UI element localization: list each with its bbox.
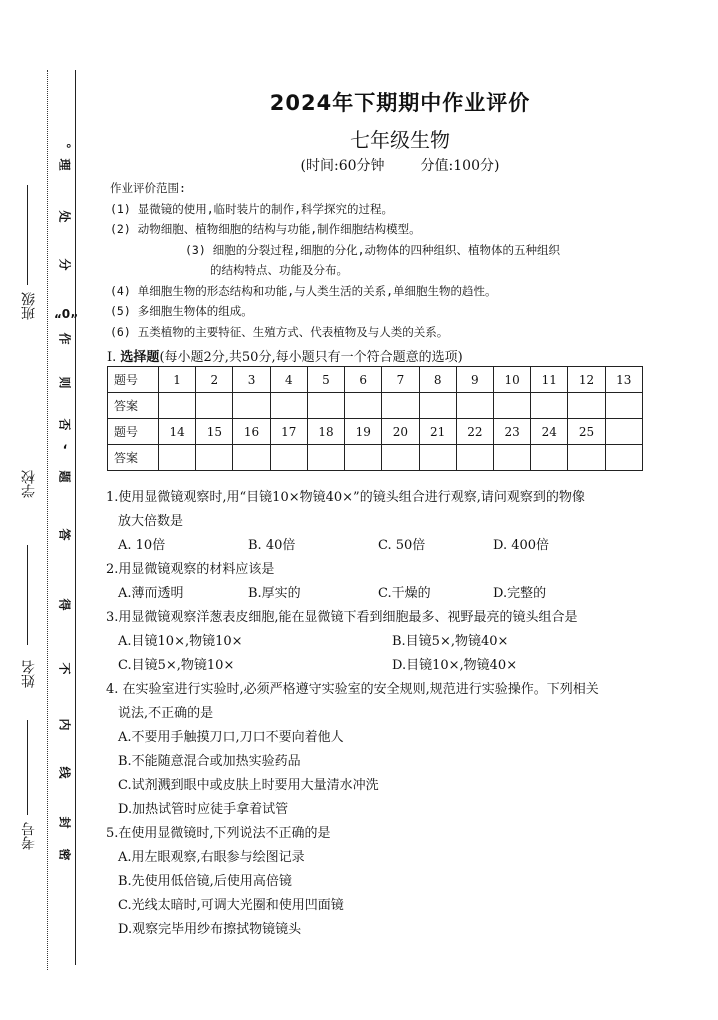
answer-cell[interactable] bbox=[419, 445, 456, 471]
answer-table bbox=[107, 366, 643, 471]
question-stem: 1.使用显微镜观察时,用“目镜10×物镜40×”的镜头组合进行观察,请问观察到的物像 bbox=[106, 490, 585, 505]
question-number-cell: 13 bbox=[605, 367, 642, 393]
question-number-header: 题号 bbox=[108, 419, 159, 445]
answer-cell[interactable] bbox=[456, 445, 493, 471]
class-label: 班级 bbox=[21, 292, 37, 320]
answer-cell[interactable] bbox=[345, 393, 382, 419]
answer-cell[interactable] bbox=[307, 445, 344, 471]
option-d[interactable]: D.目镜10×,物镜40× bbox=[392, 658, 518, 673]
option-b[interactable]: B.不能随意混合或加热实验药品 bbox=[118, 754, 301, 769]
section-name: 选择题 bbox=[120, 350, 160, 365]
class-blank[interactable] bbox=[27, 185, 28, 285]
answer-cell[interactable] bbox=[419, 393, 456, 419]
options-row bbox=[106, 582, 666, 606]
exam-number-label: 考号 bbox=[21, 822, 37, 850]
question-number-cell: 24 bbox=[531, 419, 568, 445]
seal-line bbox=[75, 70, 76, 965]
question-number-cell: 10 bbox=[493, 367, 530, 393]
seal-char: 否 bbox=[59, 417, 71, 431]
option-b[interactable]: B.目镜5×,物镜40× bbox=[392, 634, 509, 649]
score-label: 分值:100分) bbox=[420, 158, 500, 174]
seal-char: 题 bbox=[59, 469, 71, 483]
question-stem: 5.在使用显微镜时,下列说法不正确的是 bbox=[106, 826, 331, 841]
question-number-cell: 23 bbox=[493, 419, 530, 445]
question-number-cell bbox=[605, 419, 642, 445]
seal-char: 理 bbox=[59, 157, 71, 171]
question-number-cell: 4 bbox=[270, 367, 307, 393]
option-d[interactable]: D.加热试管时应徒手拿着试管 bbox=[118, 802, 289, 817]
section-heading bbox=[107, 346, 463, 365]
answer-cell[interactable] bbox=[270, 445, 307, 471]
option-c[interactable]: C.光线太暗时,可调大光圈和使用凹面镜 bbox=[118, 898, 344, 913]
question-stem: 2.用显微镜观察的材料应该是 bbox=[106, 562, 275, 577]
answer-cell[interactable] bbox=[382, 393, 419, 419]
answer-cell[interactable] bbox=[605, 445, 642, 471]
answer-cell[interactable] bbox=[493, 393, 530, 419]
seal-char: 答 bbox=[59, 527, 71, 541]
question-number-cell: 6 bbox=[345, 367, 382, 393]
option-a[interactable]: A.用左眼观察,右眼参与绘图记录 bbox=[118, 850, 305, 865]
answer-cell[interactable] bbox=[196, 445, 233, 471]
name-blank[interactable] bbox=[27, 720, 28, 815]
option-c[interactable]: C.试剂溅到眼中或皮肤上时要用大量清水冲洗 bbox=[118, 778, 379, 793]
question-number-cell: 11 bbox=[531, 367, 568, 393]
answer-cell[interactable] bbox=[270, 393, 307, 419]
option-b[interactable]: B. 40倍 bbox=[248, 538, 296, 553]
option-a[interactable]: A. 10倍 bbox=[118, 538, 166, 553]
answer-cell[interactable] bbox=[456, 393, 493, 419]
question-stem: 3.用显微镜观察洋葱表皮细胞,能在显微镜下看到细胞最多、视野最亮的镜头组合是 bbox=[106, 610, 578, 625]
question-number-cell: 2 bbox=[196, 367, 233, 393]
answer-cell[interactable] bbox=[345, 445, 382, 471]
option-d[interactable]: D. 400倍 bbox=[493, 538, 550, 553]
page-subtitle: 七年级生物 bbox=[350, 128, 450, 152]
section-number: I. bbox=[107, 350, 117, 365]
answer-cell[interactable] bbox=[493, 445, 530, 471]
question-number-cell: 19 bbox=[345, 419, 382, 445]
seal-char: 不 bbox=[59, 661, 71, 675]
seal-char: 得 bbox=[59, 597, 71, 611]
option-a[interactable]: A.不要用手触摸刀口,刀口不要向着他人 bbox=[118, 730, 344, 745]
option-d[interactable]: D.完整的 bbox=[493, 586, 547, 601]
question-number-cell: 9 bbox=[456, 367, 493, 393]
option-a[interactable]: A.目镜10×,物镜10× bbox=[118, 634, 243, 649]
answer-cell[interactable] bbox=[233, 445, 270, 471]
option-c[interactable]: C.目镜5×,物镜10× bbox=[118, 658, 235, 673]
question-stem-continued: 说法,不正确的是 bbox=[118, 706, 214, 721]
seal-char: 则 bbox=[59, 375, 71, 389]
options-row bbox=[106, 534, 666, 558]
school-label: 学校 bbox=[21, 470, 37, 498]
seal-char: 内 bbox=[59, 717, 71, 731]
question-3 bbox=[106, 606, 666, 678]
seal-char: 封 bbox=[59, 815, 71, 829]
seal-char: 作 bbox=[59, 331, 71, 345]
answer-cell[interactable] bbox=[382, 445, 419, 471]
question-number-cell: 5 bbox=[307, 367, 344, 393]
question-number-cell: 12 bbox=[568, 367, 605, 393]
seal-char: 密 bbox=[59, 847, 71, 861]
question-number-cell: 1 bbox=[159, 367, 196, 393]
seal-char: 分 bbox=[59, 257, 71, 271]
table-row bbox=[108, 419, 643, 445]
question-number-cell: 16 bbox=[233, 419, 270, 445]
table-row bbox=[108, 445, 643, 471]
scope-heading: 作业评价范围: bbox=[110, 181, 186, 195]
answer-cell[interactable] bbox=[233, 393, 270, 419]
question-number-cell: 3 bbox=[233, 367, 270, 393]
seal-char: 。 bbox=[59, 135, 71, 149]
scope-item: (5) 多细胞生物体的组成。 bbox=[110, 304, 253, 318]
options-row bbox=[106, 630, 666, 654]
question-stem-continued: 放大倍数是 bbox=[118, 514, 184, 529]
question-number-cell: 7 bbox=[382, 367, 419, 393]
answer-cell[interactable] bbox=[159, 393, 196, 419]
answer-cell[interactable] bbox=[159, 445, 196, 471]
question-4 bbox=[106, 678, 666, 822]
seal-char: 处 bbox=[59, 209, 71, 223]
option-c[interactable]: C.干燥的 bbox=[378, 586, 431, 601]
question-list bbox=[106, 486, 666, 942]
option-b[interactable]: B.先使用低倍镜,后使用高倍镜 bbox=[118, 874, 292, 889]
answer-header: 答案 bbox=[108, 393, 159, 419]
name-label: 姓名 bbox=[21, 660, 37, 688]
answer-cell[interactable] bbox=[531, 393, 568, 419]
seal-char: “0” bbox=[53, 306, 79, 321]
scope-item: (3) 细胞的分裂过程,细胞的分化,动物体的四种组织、植物体的五种组织 bbox=[185, 242, 561, 257]
time-score-info bbox=[100, 155, 700, 175]
scope-item-continued: 的结构特点、功能及分布。 bbox=[210, 263, 348, 277]
question-number-cell: 17 bbox=[270, 419, 307, 445]
dotted-cut-line bbox=[47, 70, 48, 970]
question-number-header: 题号 bbox=[108, 367, 159, 393]
option-b[interactable]: B.厚实的 bbox=[248, 586, 301, 601]
binding-margin bbox=[0, 0, 100, 1020]
answer-cell[interactable] bbox=[568, 445, 605, 471]
page-title: 2024年下期期中作业评价 bbox=[269, 91, 531, 115]
table-row bbox=[108, 367, 643, 393]
question-number-cell: 8 bbox=[419, 367, 456, 393]
answer-cell[interactable] bbox=[605, 393, 642, 419]
question-number-cell: 15 bbox=[196, 419, 233, 445]
school-blank[interactable] bbox=[27, 545, 28, 645]
answer-header: 答案 bbox=[108, 445, 159, 471]
scope-block bbox=[110, 178, 670, 342]
question-number-cell: 18 bbox=[307, 419, 344, 445]
question-5 bbox=[106, 822, 666, 942]
question-number-cell: 25 bbox=[568, 419, 605, 445]
seal-char: , bbox=[62, 443, 68, 458]
question-1 bbox=[106, 486, 666, 558]
answer-cell[interactable] bbox=[307, 393, 344, 419]
scope-item: (1) 显微镜的使用,临时装片的制作,科学探究的过程。 bbox=[110, 201, 394, 216]
option-c[interactable]: C. 50倍 bbox=[378, 538, 426, 553]
question-2 bbox=[106, 558, 666, 606]
time-label: (时间:60分钟 bbox=[300, 158, 385, 174]
question-number-cell: 21 bbox=[419, 419, 456, 445]
answer-cell[interactable] bbox=[568, 393, 605, 419]
question-number-cell: 22 bbox=[456, 419, 493, 445]
answer-cell[interactable] bbox=[196, 393, 233, 419]
section-desc: (每小题2分,共50分,每小题只有一个符合题意的选项) bbox=[159, 350, 463, 365]
scope-item: (4) 单细胞生物的形态结构和功能,与人类生活的关系,单细胞生物的趋性。 bbox=[110, 283, 497, 298]
options-row bbox=[106, 654, 666, 678]
answer-cell[interactable] bbox=[531, 445, 568, 471]
question-number-cell: 20 bbox=[382, 419, 419, 445]
option-a[interactable]: A.薄而透明 bbox=[118, 586, 184, 601]
option-d[interactable]: D.观察完毕用纱布擦拭物镜镜头 bbox=[118, 922, 302, 937]
scope-item: (6) 五类植物的主要特征、生殖方式、代表植物及与人类的关系。 bbox=[110, 324, 449, 339]
question-number-cell: 14 bbox=[159, 419, 196, 445]
scope-item: (2) 动物细胞、植物细胞的结构与功能,制作细胞结构模型。 bbox=[110, 222, 421, 236]
table-row bbox=[108, 393, 643, 419]
question-stem: 4. 在实验室进行实验时,必须严格遵守实验室的安全规则,规范进行实验操作。下列相关 bbox=[106, 682, 599, 697]
seal-char: 线 bbox=[59, 765, 71, 779]
